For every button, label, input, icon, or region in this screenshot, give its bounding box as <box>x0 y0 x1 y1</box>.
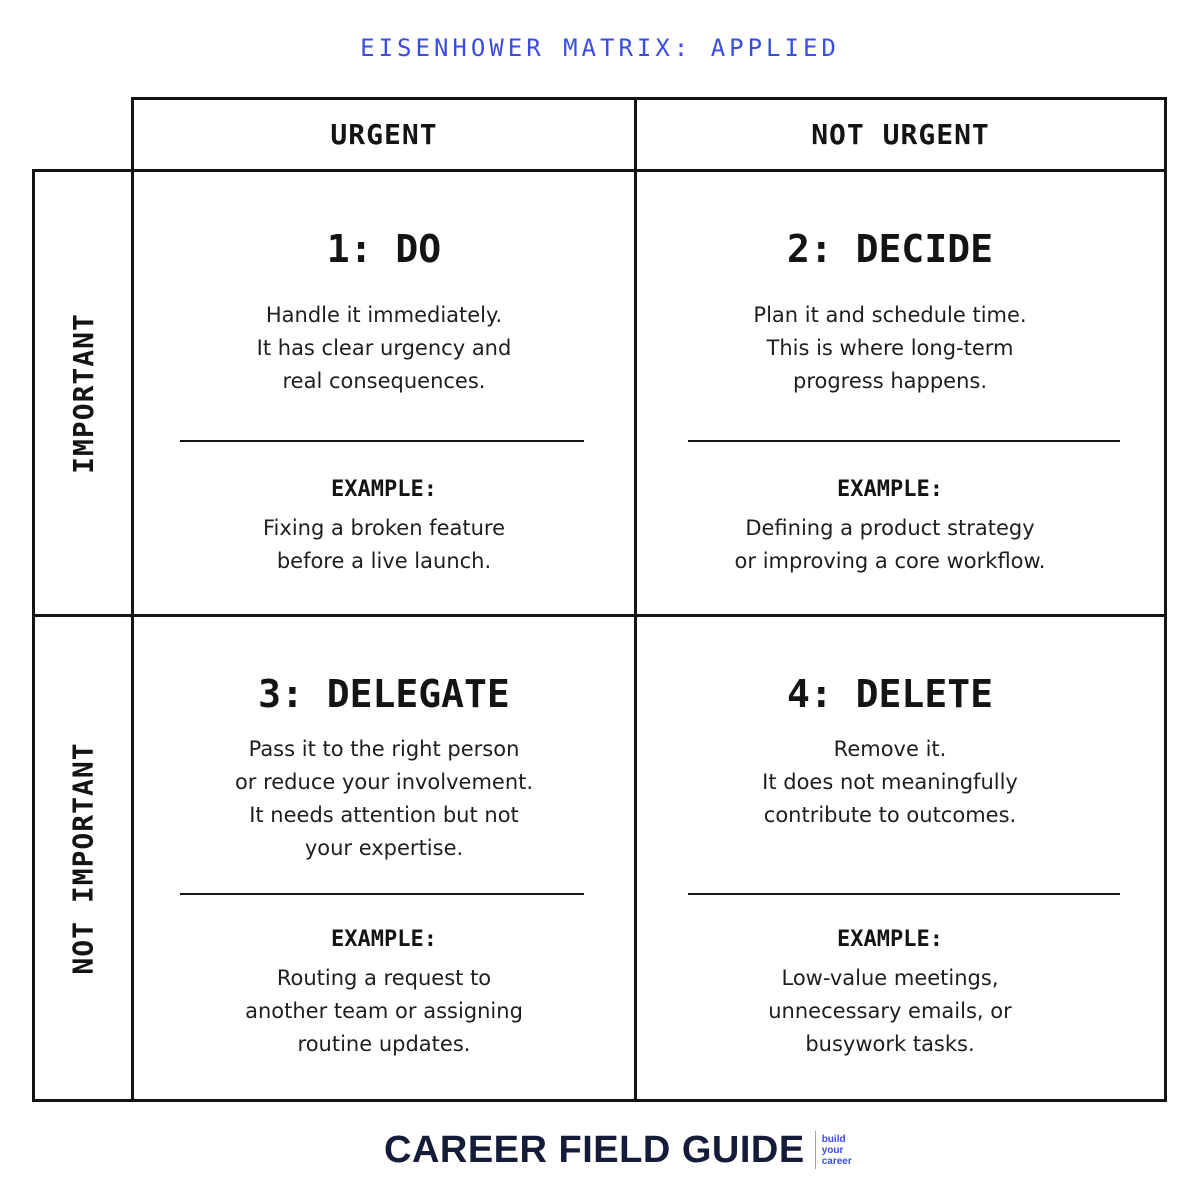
brand-tagline: build your career <box>821 1133 852 1167</box>
matrix-title: EISENHOWER MATRIX: APPLIED <box>360 34 840 62</box>
row-header-important <box>35 172 131 614</box>
row-header-important-label: IMPORTANT <box>66 312 100 474</box>
row-header-not-important-label: NOT IMPORTANT <box>66 741 100 975</box>
quadrant-description: Remove it. It does not meaningfully contribute to outcomes. <box>762 737 1018 827</box>
quadrant-title: 3: DELEGATE <box>258 672 510 716</box>
quadrant-example <box>637 926 1143 1061</box>
example-text: Fixing a broken feature before a live launch. <box>263 516 505 573</box>
quadrant-description: Pass it to the right person or reduce your involvement. It needs attention but not your expertise. <box>234 737 534 860</box>
example-label: EXAMPLE: <box>331 927 437 952</box>
example-text: Low-value meetings, unnecessary emails, or busywork tasks. <box>768 966 1012 1056</box>
brand-divider <box>815 1131 816 1169</box>
quadrant-divider <box>180 893 584 895</box>
quadrant-description: Plan it and schedule time. This is where long-term progress happens. <box>753 303 1027 393</box>
row-header-not-important <box>35 617 131 1099</box>
footer-brand <box>384 1128 852 1172</box>
quadrant-decide <box>637 227 1143 398</box>
example-label: EXAMPLE: <box>837 927 943 952</box>
quadrant-example <box>134 926 634 1061</box>
quadrant-divider <box>688 440 1120 442</box>
quadrant-title: 2: DECIDE <box>787 227 993 271</box>
quadrant-title: 4: DELETE <box>787 672 993 716</box>
quadrant-delegate <box>134 672 634 865</box>
column-header-urgent: URGENT <box>330 118 438 151</box>
quadrant-title: 1: DO <box>326 227 442 271</box>
quadrant-example <box>134 476 634 578</box>
quadrant-divider <box>180 440 584 442</box>
column-header-not-urgent: NOT URGENT <box>811 118 990 151</box>
quadrant-example <box>637 476 1143 578</box>
brand-name: CAREER FIELD GUIDE <box>384 1129 805 1171</box>
example-label: EXAMPLE: <box>837 477 943 502</box>
example-text: Defining a product strategy or improving a core workflow. <box>734 516 1046 573</box>
quadrant-do <box>134 227 634 398</box>
example-label: EXAMPLE: <box>331 477 437 502</box>
quadrant-description: Handle it immediately. It has clear urgency and real consequences. <box>256 303 512 393</box>
example-text: Routing a request to another team or assigning routine updates. <box>245 966 523 1056</box>
quadrant-divider <box>688 893 1120 895</box>
quadrant-delete <box>637 672 1143 832</box>
